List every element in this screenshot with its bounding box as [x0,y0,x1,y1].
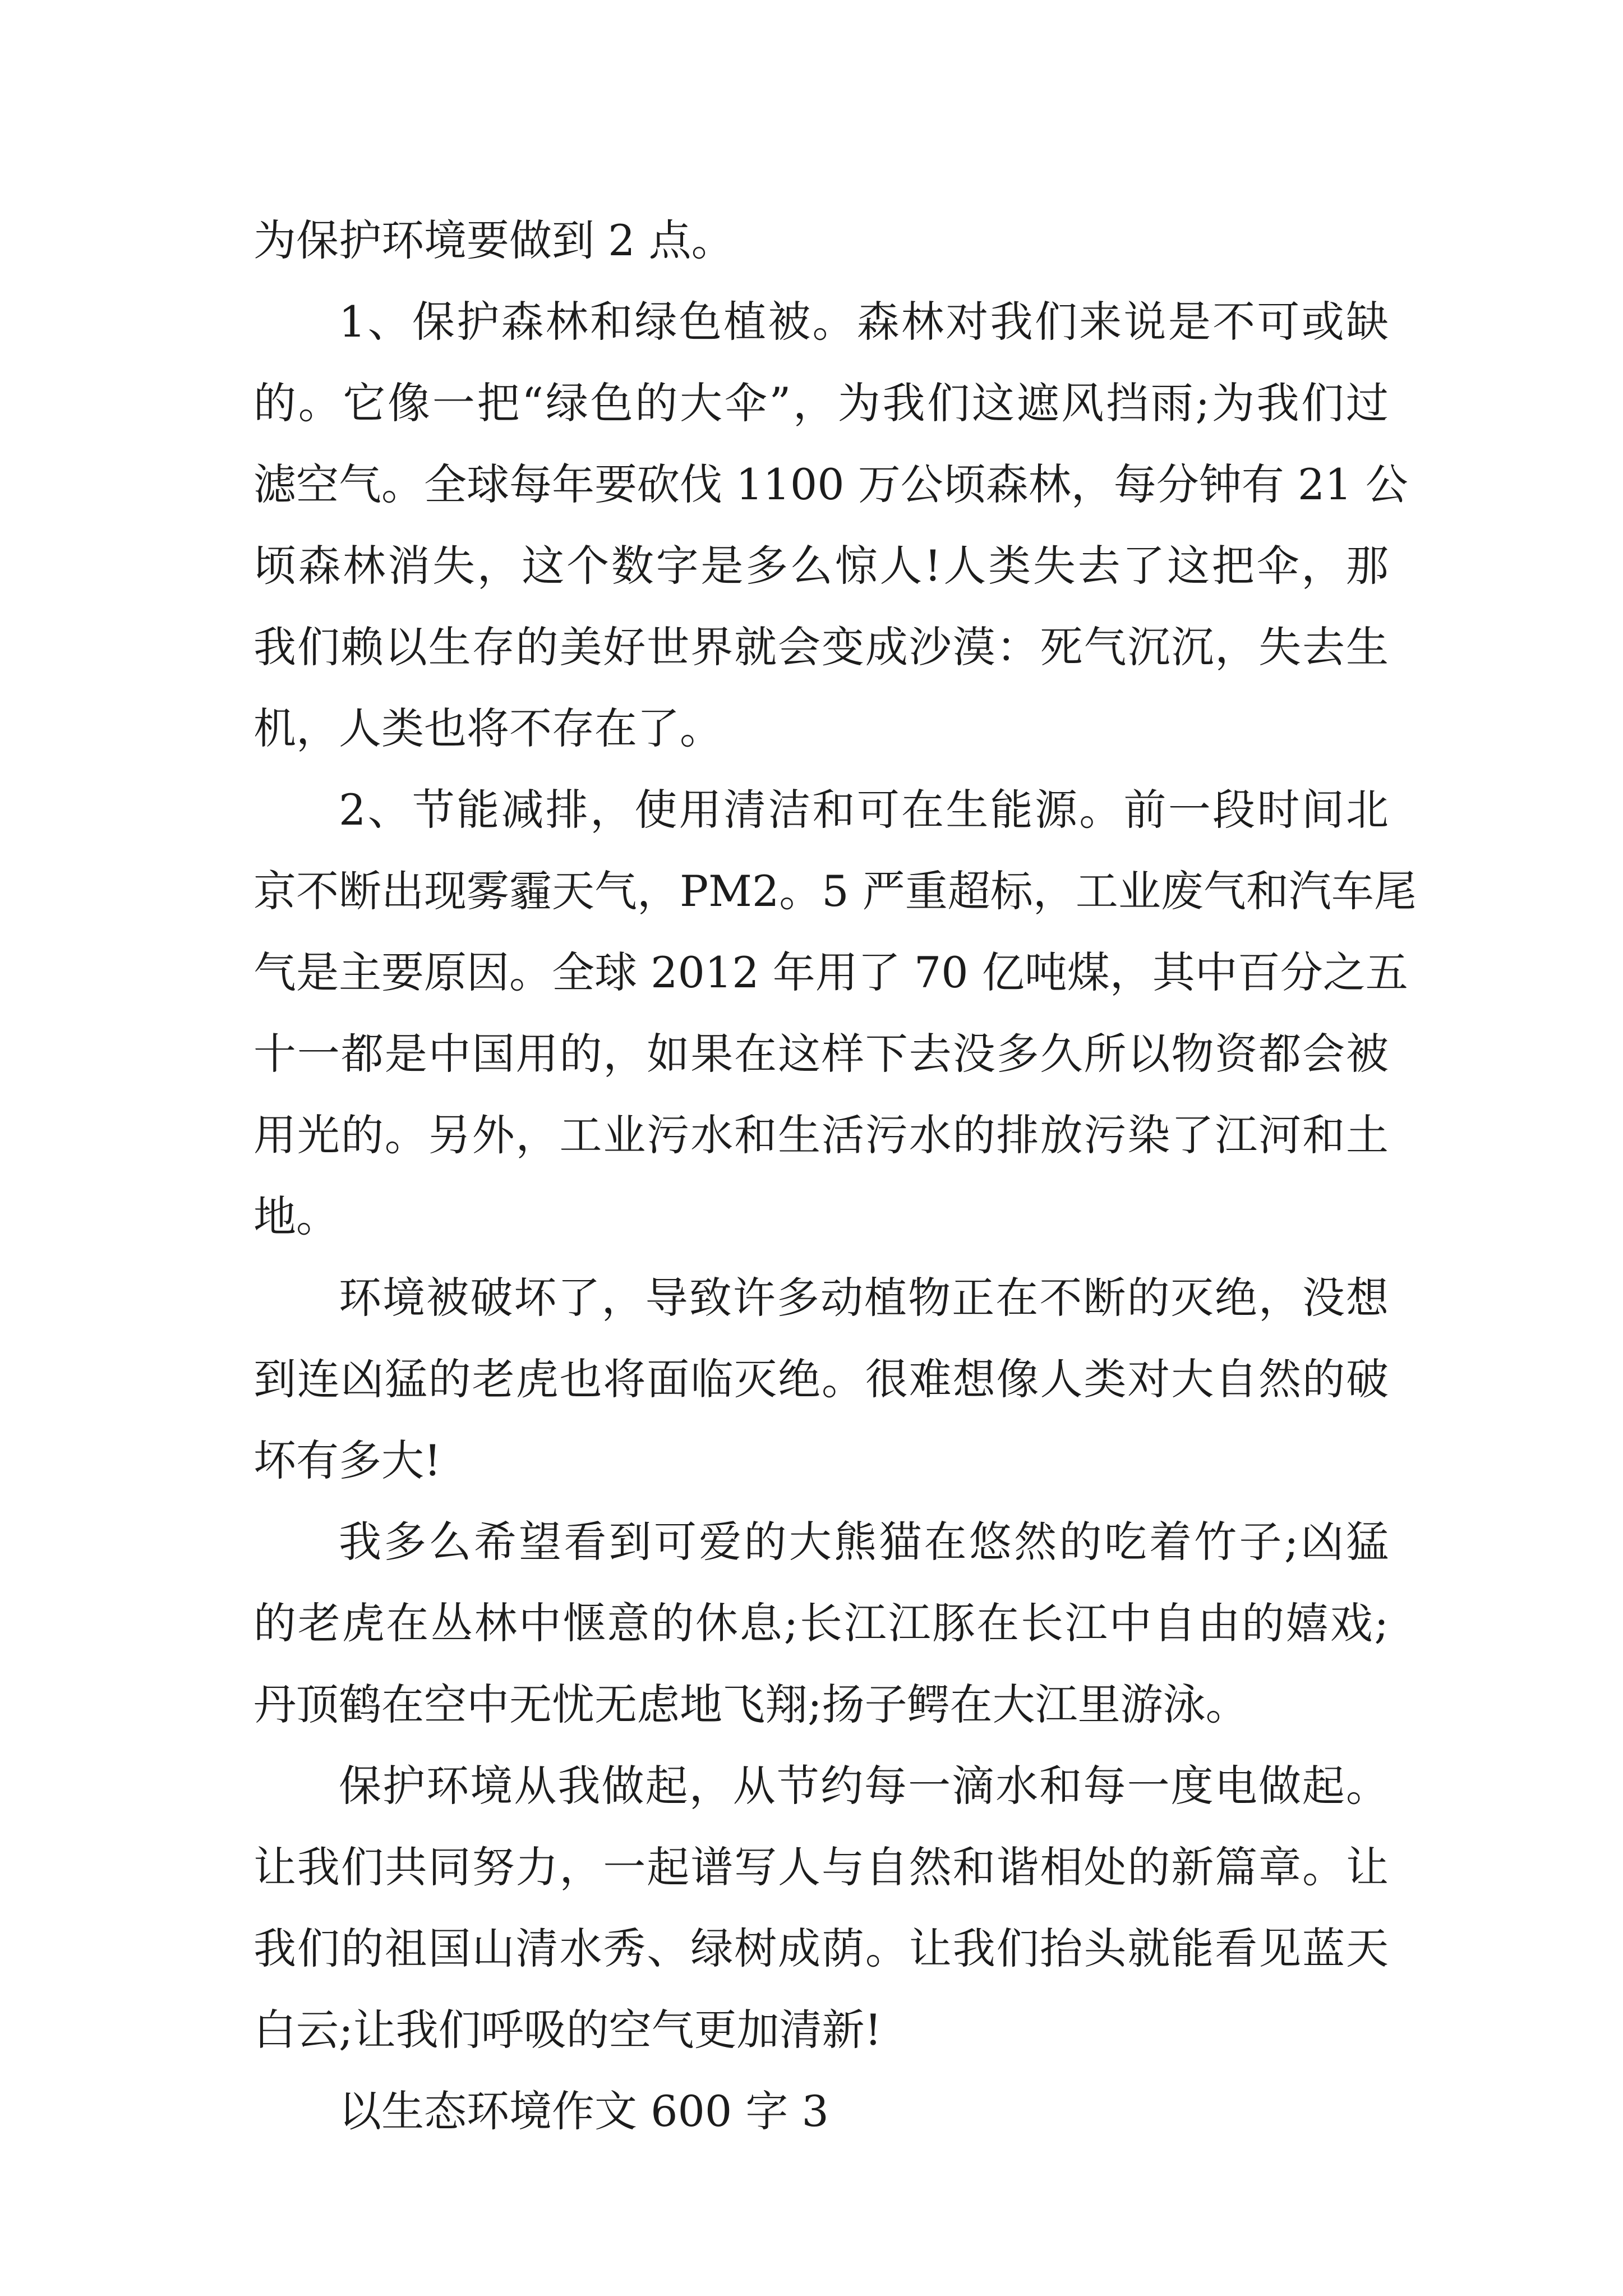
text-line: 让我们共同努力，一起谱写人与自然和谐相处的新篇章。让 [253,1842,1389,1892]
text-line: 坏有多大! [253,1435,441,1485]
paragraph-conclusion [253,1745,1389,2070]
text-line: 我多么希望看到可爱的大熊猫在悠然的吃着竹子;凶猛 [339,1517,1389,1567]
text-line: 顷森林消失，这个数字是多么惊人!人类失去了这把伞，那 [253,541,1389,591]
text-line: 为保护环境要做到 2 点。 [253,215,734,265]
text-line: 丹顶鹤在空中无忧无虑地飞翔;扬子鳄在大江里游泳。 [253,1680,1248,1729]
paragraph-continuation [253,200,1389,281]
paragraph-energy-saving [253,769,1417,1257]
text-line: 机，人类也将不存在了。 [253,703,722,753]
section-heading [253,2070,1389,2152]
text-line: 京不断出现雾霾天气，PM2。5 严重超标，工业废气和汽车尾 [253,866,1417,916]
document-body [253,200,1417,2152]
text-line: 地。 [253,1191,339,1241]
section-heading-text: 以生态环境作文 600 字 3 [339,2086,829,2136]
text-line: 十一都是中国用的，如果在这样下去没多久所以物资都会被 [253,1029,1389,1079]
text-line: 2、节能减排，使用清洁和可在生能源。前一段时间北 [339,785,1389,835]
text-line: 环境被破坏了，导致许多动植物正在不断的灭绝，没想 [339,1273,1389,1323]
text-line: 1、保护森林和绿色植被。森林对我们来说是不可或缺 [339,297,1389,347]
text-line: 白云;让我们呼吸的空气更加清新! [253,2005,882,2055]
text-line: 我们赖以生存的美好世界就会变成沙漠：死气沉沉，失去生 [253,622,1389,672]
text-line: 的。它像一把“绿色的大伞”，为我们这遮风挡雨;为我们过 [253,378,1389,428]
text-line: 我们的祖国山清水秀、绿树成荫。让我们抬头就能看见蓝天 [253,1924,1389,1973]
text-line: 气是主要原因。全球 2012 年用了 70 亿吨煤，其中百分之五 [253,947,1408,997]
text-line: 到连凶猛的老虎也将面临灭绝。很难想像人类对大自然的破 [253,1354,1389,1404]
text-line: 用光的。另外，工业污水和生活污水的排放污染了江河和土 [253,1110,1389,1160]
text-line: 滤空气。全球每年要砍伐 1100 万公顷森林，每分钟有 21 公 [253,459,1408,509]
text-line: 的老虎在丛林中惬意的休息;长江江豚在长江中自由的嬉戏; [253,1598,1389,1648]
paragraph-extinction [253,1257,1389,1501]
text-line: 保护环境从我做起，从节约每一滴水和每一度电做起。 [339,1761,1389,1811]
paragraph-hope [253,1501,1389,1745]
paragraph-protect-forests [253,281,1408,769]
